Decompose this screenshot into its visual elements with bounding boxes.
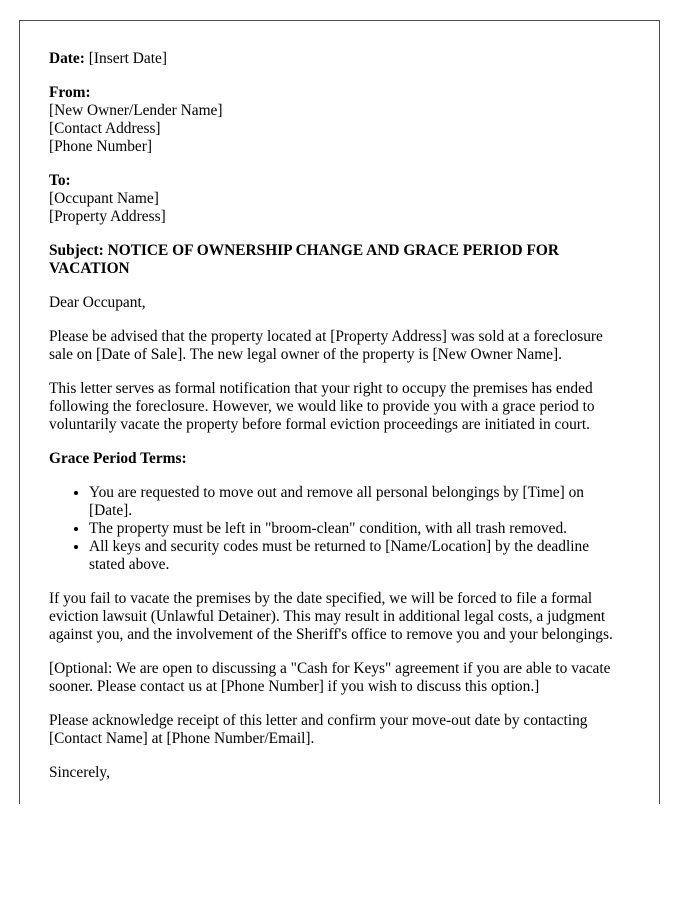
body-paragraph: If you fail to vacate the premises by the date specified, we will be forced to file a formal eviction lawsuit (Unlawful Detainer). This may result in additional legal costs, a judgment against you, and the involvement of the Sheriff's office to remove you and your belongings. [49, 590, 613, 643]
body-paragraph: Please be advised that the property located at [Property Address] was sold at a foreclosure sale on [Date of Sale]. The new legal owner of the property is [New Owner Name]. [49, 328, 603, 363]
subject-value: NOTICE OF OWNERSHIP CHANGE AND GRACE PERIOD FOR VACATION [49, 242, 559, 277]
date-label: Date: [49, 50, 85, 67]
to-line: [Occupant Name] [49, 190, 159, 207]
to-line: [Property Address] [49, 208, 166, 225]
list-item: • You are requested to move out and remove all personal belongings by [Time] on [Date]. [89, 484, 619, 520]
body-paragraph: Please acknowledge receipt of this letter and confirm your move-out date by contacting [Contact Name] at [Phone Number/Email]. [49, 712, 588, 747]
from-label: From: [49, 84, 91, 101]
letter-page [19, 20, 660, 804]
to-label: To: [49, 172, 71, 189]
grace-terms-heading: Grace Period Terms: [49, 450, 187, 467]
body-paragraph: [Optional: We are open to discussing a "Cash for Keys" agreement if you are able to vacate sooner. Please contact us at [Phone Number] if you wish to discuss this option.] [49, 660, 611, 695]
list-item: • The property must be left in "broom-clean" condition, with all trash removed. [89, 520, 619, 538]
salutation: Dear Occupant, [49, 294, 146, 311]
date-line [49, 50, 619, 68]
body-paragraph: This letter serves as formal notification that your right to occupy the premises has ended following the foreclosure. However, we would like to provide you with a grace period to voluntarily vacate the property before formal eviction proceedings are initiated in court. [49, 380, 595, 433]
subject-line [49, 242, 619, 278]
from-line: [New Owner/Lender Name] [49, 102, 223, 119]
to-block [49, 172, 619, 226]
list-item: • All keys and security codes must be returned to [Name/Location] by the deadline stated above. [89, 538, 619, 574]
from-line: [Phone Number] [49, 138, 153, 155]
from-line: [Contact Address] [49, 120, 161, 137]
grace-terms-list [49, 484, 619, 574]
from-block [49, 84, 619, 156]
signoff: Sincerely, [49, 764, 110, 781]
subject-label: Subject: [49, 242, 104, 259]
letter-content [49, 50, 619, 798]
date-value: [Insert Date] [88, 50, 167, 67]
